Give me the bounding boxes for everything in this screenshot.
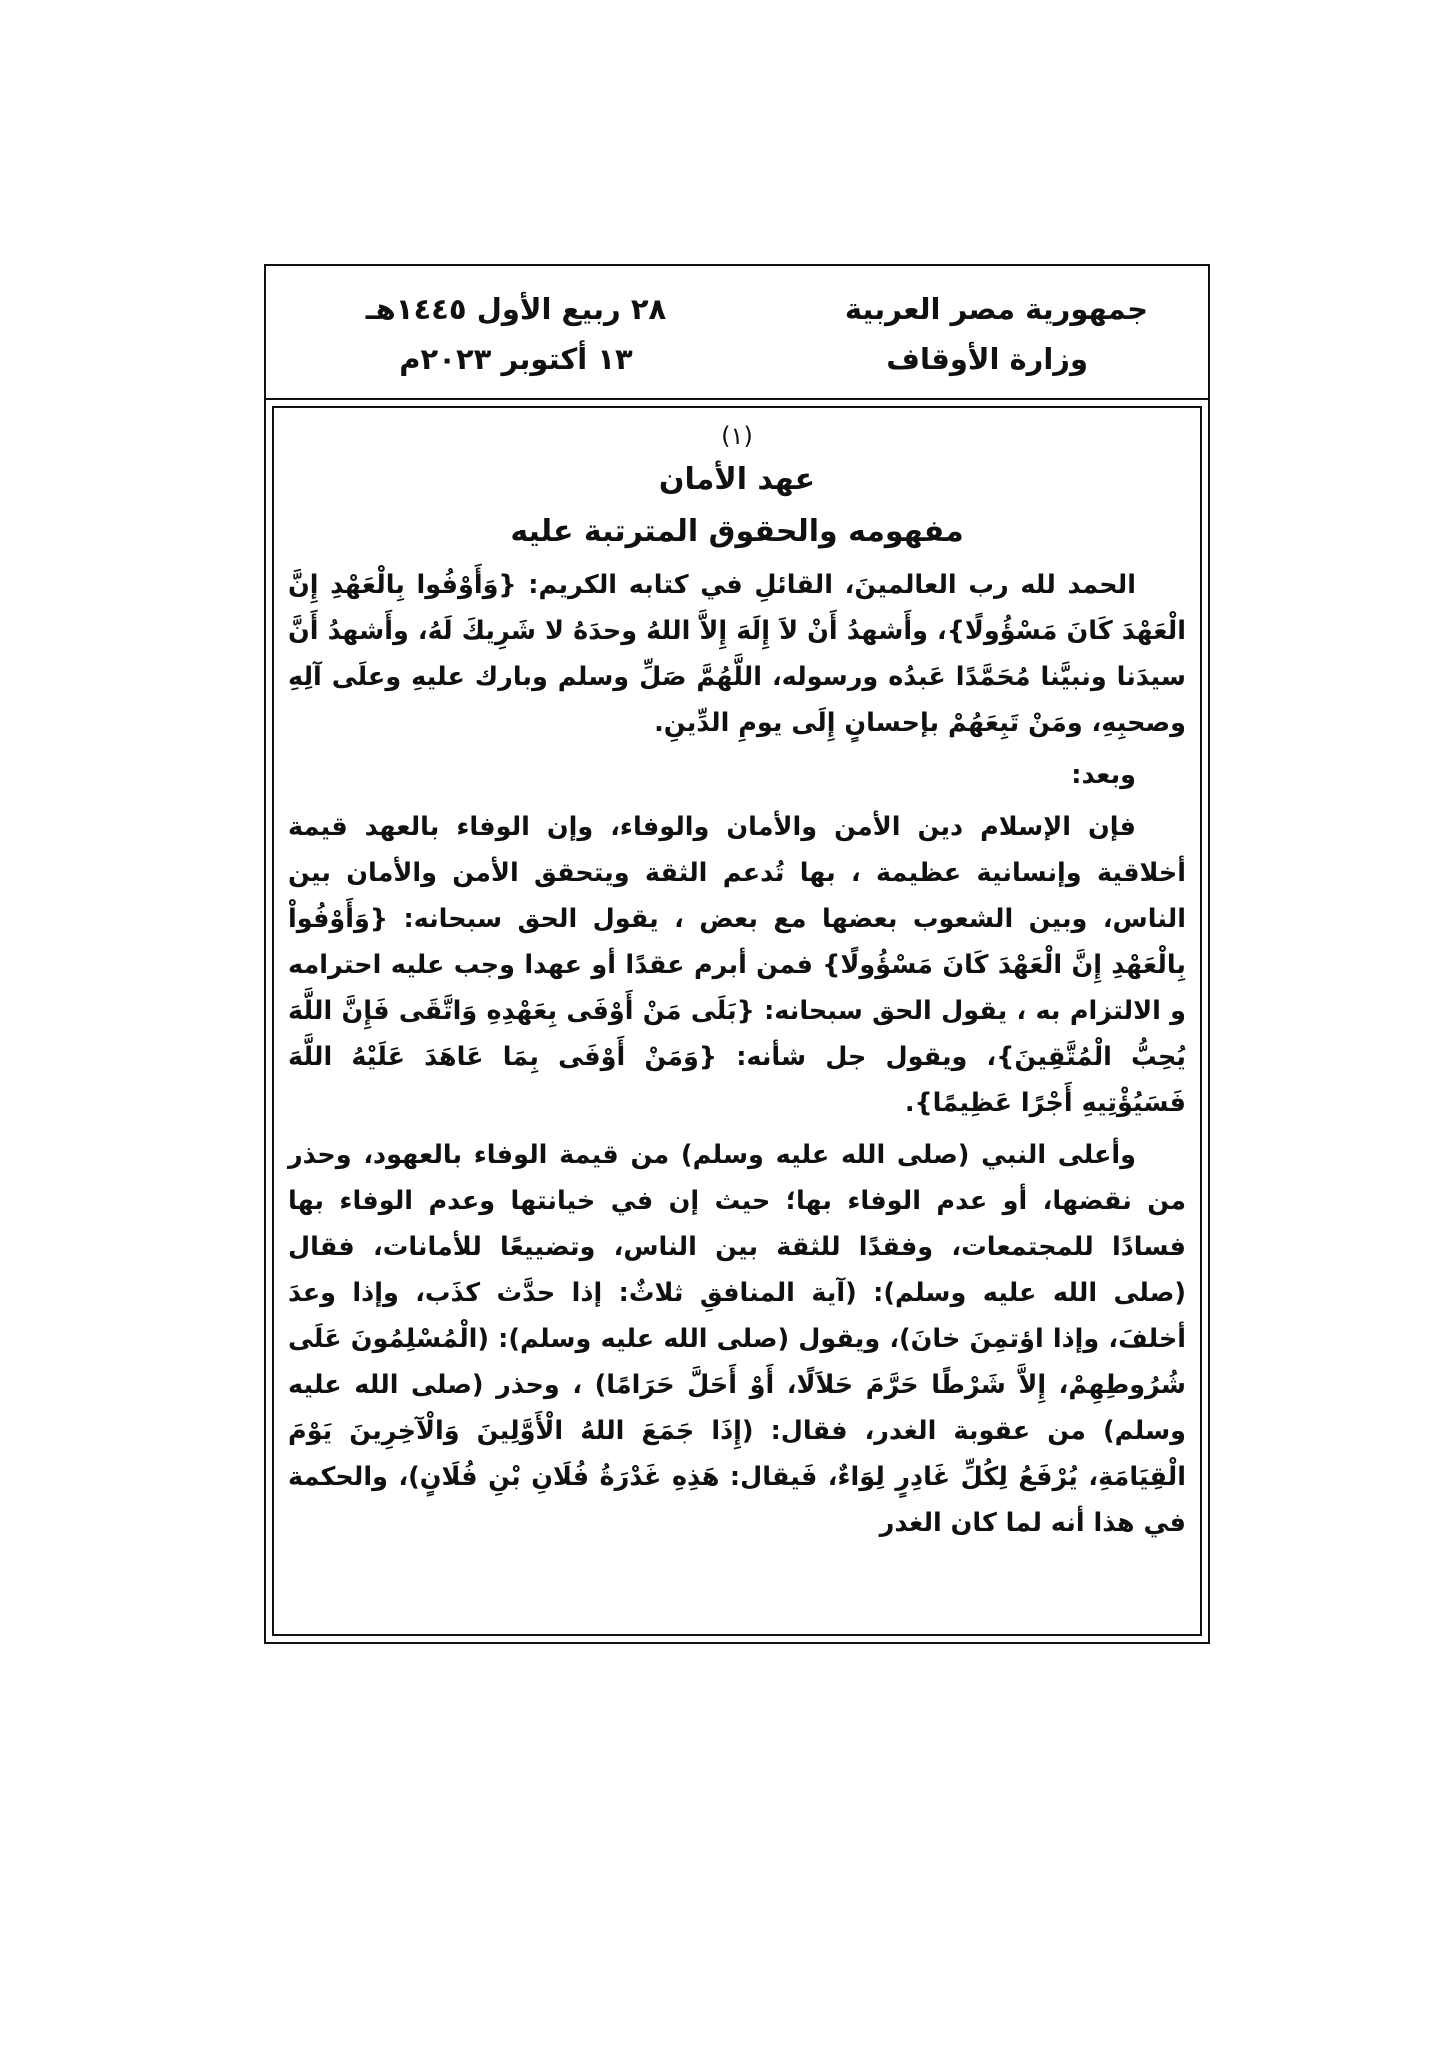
date-block <box>306 284 726 384</box>
section-title: عهد الأمان <box>658 462 816 497</box>
issuer-block <box>728 284 1148 384</box>
paragraph-opening: الحمد لله رب العالمينَ، القائلِ في كتابه الكريم: {وَأَوْفُوا بِالْعَهْدِ إِنَّ الْعَهْدَ كَانَ مَسْؤُولًا}، وأَشهدُ أَنْ لاَ إِلَهَ إِلاَّ اللهُ وحدَهُ لا شَرِيكَ لَهُ، وأَشهدُ أَنَّ سيدَنا ونبيَّنا مُحَمَّدًا عَبدُه ورسوله، اللَّهُمَّ صَلِّ وسلم وبارك عليهِ وعلَى آلِهِ وصحبِهِ، ومَنْ تَبِعَهُمْ بإحسانٍ إِلَى يومِ الدِّينِ. <box>288 570 1186 738</box>
section-subtitle: مفهومه والحقوق المترتبة عليه <box>510 514 964 549</box>
paragraph-islam-fidelity: فإن الإسلام دين الأمن والأمان والوفاء، وإن الوفاء بالعهد قيمة أخلاقية وإنسانية عظيمة ، بها تُدعم الثقة ويتحقق الأمن والأمان بين الناس، وبين الشعوب بعضها مع بعض ، يقول الحق سبحانه: {وَأَوْفُواْ بِالْعَهْدِ إِنَّ الْعَهْدَ كَانَ مَسْؤُولًا} فمن أبرم عقدًا أو عهدا وجب عليه احترامه و الالتزام به ، يقول الحق سبحانه: {بَلَى مَنْ أَوْفَى بِعَهْدِهِ وَاتَّقَى فَإِنَّ اللَّهَ يُحِبُّ الْمُتَّقِينَ}، ويقول جل شأنه: {وَمَنْ أَوْفَى بِمَا عَاهَدَ عَلَيْهُ اللَّهَ فَسَيُؤْتِيهِ أَجْرًا عَظِيمًا}. <box>288 812 1186 1118</box>
letterhead <box>266 266 1208 400</box>
hijri-date: ٢٨ ربيع الأول ١٤٤٥هـ <box>365 292 667 326</box>
paragraph-transition: وبعد: <box>1071 760 1136 790</box>
document-frame <box>264 264 1210 1644</box>
ministry-name: وزارة الأوقاف <box>886 342 1088 376</box>
paragraph-prophet-teaching: وأعلى النبي (صلى الله عليه وسلم) من قيمة الوفاء بالعهود، وحذر من نقضها، أو عدم الوفاء بها؛ حيث إن في خيانتها وعدم الوفاء بها فسادًا للمجتمعات، وفقدًا للثقة بين الناس، وتضييعًا للأمانات، فقال (صلى الله عليه وسلم): (آية المنافقِ ثلاثٌ: إذا حدَّث كذَب، وإذا وعدَ أخلفَ، وإذا اؤتمِنَ خانَ)، ويقول (صلى الله عليه وسلم): (الْمُسْلِمُونَ عَلَى شُرُوطِهِمْ، إِلاَّ شَرْطًا حَرَّمَ حَلاَلًا، أَوْ أَحَلَّ حَرَامًا) ، وحذر (صلى الله عليه وسلم) من عقوبة الغدر، فقال: (إِذَا جَمَعَ اللهُ الْأَوَّلِينَ وَالْآخِرِينَ يَوْمَ الْقِيَامَةِ، يُرْفَعُ لِكُلِّ غَادِرٍ لِوَاءٌ، فَيقال: هَذِهِ غَدْرَةُ فُلَانِ بْنِ فُلَانٍ)، والحكمة في هذا أنه لما كان الغدر <box>288 1140 1186 1538</box>
gregorian-date: ١٣ أكتوبر ٢٠٢٣م <box>399 342 633 376</box>
section-number: (١) <box>721 422 753 450</box>
content-box <box>272 406 1202 1636</box>
country-name: جمهورية مصر العربية <box>844 292 1148 326</box>
